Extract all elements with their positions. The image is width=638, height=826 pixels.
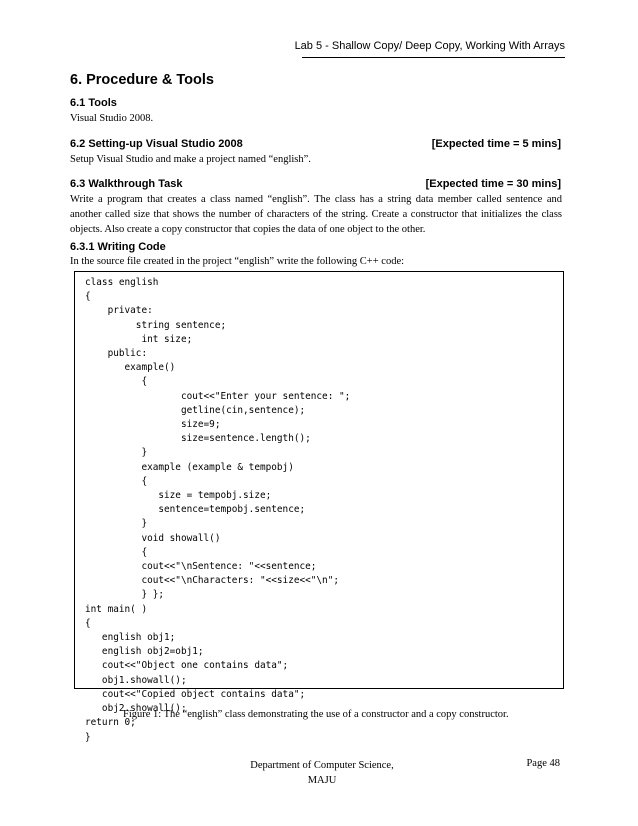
footer-department <box>212 758 432 788</box>
section-6-2-text: Setup Visual Studio and make a project named “english”. <box>70 154 311 165</box>
section-6-3-1-heading: 6.3.1 Writing Code <box>70 241 166 253</box>
running-header: Lab 5 - Shallow Copy/ Deep Copy, Working With Arrays <box>294 40 565 52</box>
footer-department-line: Department of Computer Science, <box>250 760 394 771</box>
section-6-2-expected-time: [Expected time = 5 mins] <box>431 138 561 150</box>
section-6-3-heading: 6.3 Walkthrough Task <box>70 178 183 190</box>
figure-caption: Figure 1: The “english” class demonstrating the use of a constructor and a copy constructor. <box>123 709 509 720</box>
footer-university-line: MAJU <box>307 775 337 786</box>
section-6-3-expected-time: [Expected time = 30 mins] <box>425 178 561 190</box>
header-rule <box>302 57 565 58</box>
section-6-2-heading: 6.2 Setting-up Visual Studio 2008 <box>70 138 243 150</box>
page-number: Page 48 <box>526 758 560 769</box>
section-6-3-text: Write a program that creates a class named “english”. The class has a string data member called sentence and another called size that shows the number of characters of the string. Create a constructor that initializes the class objects. Also create a copy constructor that copies the data of one object to the other. <box>70 194 562 235</box>
code-listing: class english { private: string sentence; int size; public: example() { cout<<"Enter your sentence: "; getline(cin,sentence); size=9; size=sentence.length(); } example (example & tempobj) { size = tempobj.size; sentence=tempobj.sentence; } void showall() { cout<<"\nSentence: "<<sentence; cout<<"\nCharacters: "<<size<<"\n"; } }; int main( ) { english obj1; english obj2=obj1; cout<<"Object one contains data"; obj1.showall(); cout<<"Copied object contains data"; obj2.showall(); return 0; } <box>85 277 351 743</box>
section-6-heading: 6. Procedure & Tools <box>70 72 214 88</box>
section-6-1-heading: 6.1 Tools <box>70 97 117 109</box>
section-6-3-1-text: In the source file created in the project “english” write the following C++ code: <box>70 256 405 267</box>
section-6-1-text: Visual Studio 2008. <box>70 113 154 124</box>
